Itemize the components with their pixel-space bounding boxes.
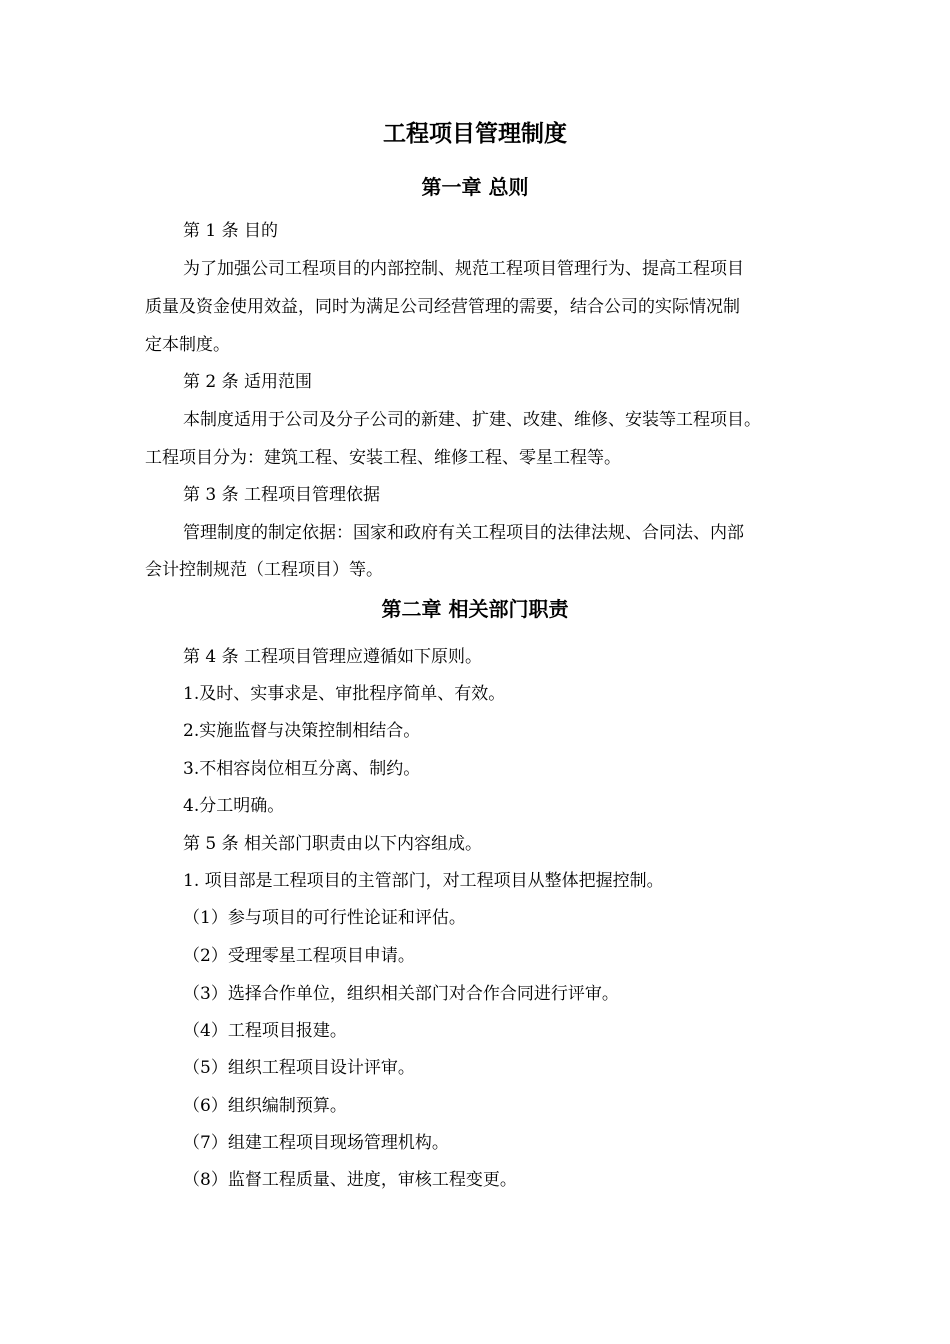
chapter-2-heading: 第二章 相关部门职责 [381,597,569,621]
article-5-subitem-3: （3）选择合作单位，组织相关部门对合作合同进行评审。 [183,984,619,1004]
article-5-subitem-8: （8）监督工程质量、进度，审核工程变更。 [183,1170,517,1190]
article-4-item-1: 1.及时、实事求是、审批程序简单、有效。 [183,684,506,704]
chapter-1-heading: 第一章 总则 [421,175,529,199]
article-1-text-line-1: 为了加强公司工程项目的内部控制、规范工程项目管理行为、提高工程项目 [183,259,744,279]
article-5-subitem-2: （2）受理零星工程项目申请。 [183,946,415,966]
article-5-heading: 第 5 条 相关部门职责由以下内容组成。 [183,834,483,854]
article-3-heading: 第 3 条 工程项目管理依据 [183,485,381,505]
article-5-subitem-5: （5）组织工程项目设计评审。 [183,1058,415,1078]
article-2-text-line-1: 本制度适用于公司及分子公司的新建、扩建、改建、维修、安装等工程项目。 [183,410,761,430]
article-5-subitem-6: （6）组织编制预算。 [183,1096,347,1116]
article-4-item-4: 4.分工明确。 [183,796,285,816]
article-3-text-line-1: 管理制度的制定依据：国家和政府有关工程项目的法律法规、合同法、内部 [183,523,744,543]
document-title: 工程项目管理制度 [383,121,567,147]
article-1-heading: 第 1 条 目的 [183,221,279,241]
article-5-subitem-1: （1）参与项目的可行性论证和评估。 [183,908,466,928]
article-2-text-line-2: 工程项目分为：建筑工程、安装工程、维修工程、零星工程等。 [145,448,621,468]
article-2-heading: 第 2 条 适用范围 [183,372,313,392]
article-3-text-line-2: 会计控制规范（工程项目）等。 [145,560,383,580]
article-1-text-line-2: 质量及资金使用效益，同时为满足公司经营管理的需要，结合公司的实际情况制 [145,297,740,317]
article-4-item-3: 3.不相容岗位相互分离、制约。 [183,759,421,779]
article-4-heading: 第 4 条 工程项目管理应遵循如下原则。 [183,647,483,667]
article-1-text-line-3: 定本制度。 [145,335,230,355]
article-5-item-1: 1. 项目部是工程项目的主管部门，对工程项目从整体把握控制。 [183,871,664,891]
article-5-subitem-4: （4）工程项目报建。 [183,1021,347,1041]
article-5-subitem-7: （7）组建工程项目现场管理机构。 [183,1133,449,1153]
article-4-item-2: 2.实施监督与决策控制相结合。 [183,721,421,741]
